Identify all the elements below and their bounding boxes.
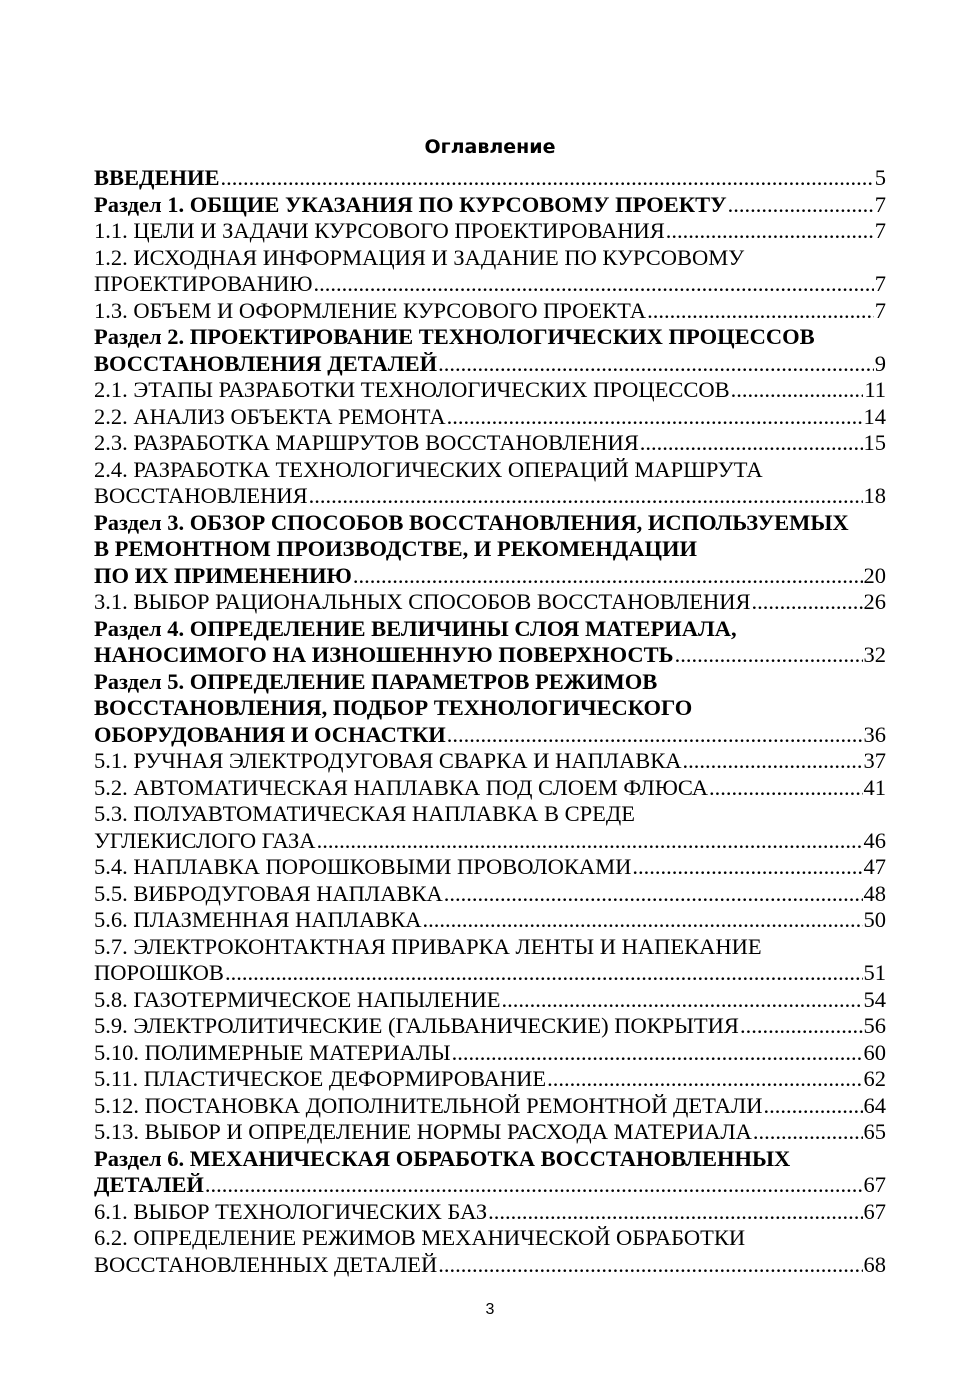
toc-entry-title-line: 5.9. ЭЛЕКТРОЛИТИЧЕСКИЕ (ГАЛЬВАНИЧЕСКИЕ) ПОКРЫТИЯ [94, 1013, 739, 1038]
toc-entry-page: 7 [874, 218, 886, 243]
toc-entry-title-line: 6.2. ОПРЕДЕЛЕНИЕ РЕЖИМОВ МЕХАНИЧЕСКОЙ ОБРАБОТКИ [94, 1225, 746, 1250]
toc-entry-last-line [94, 960, 886, 987]
dot-leader [764, 1093, 863, 1120]
toc-entry-title-line: 2.2. АНАЛИЗ ОБЪЕКТА РЕМОНТА [94, 403, 446, 429]
toc-section-entry[interactable] [94, 510, 886, 590]
dot-leader [488, 1199, 862, 1226]
toc-entry-page: 46 [863, 827, 886, 853]
toc-entry-title-line: 5.5. ВИБРОДУГОВАЯ НАПЛАВКА [94, 880, 443, 906]
toc-section-entry[interactable] [94, 616, 886, 669]
dot-leader [314, 271, 874, 298]
toc-entry-last-line [94, 1093, 886, 1120]
toc-entry-page: 54 [863, 986, 886, 1012]
toc-section-entry[interactable] [94, 165, 886, 192]
dot-leader [666, 218, 874, 245]
toc-entry-page: 48 [863, 880, 886, 906]
toc-entry-last-line [94, 1119, 886, 1146]
toc-entry-page: 5 [874, 165, 886, 190]
dot-leader [444, 881, 863, 908]
toc-section-entry[interactable] [94, 1146, 886, 1199]
toc-entry-last-line [94, 271, 886, 298]
toc-title: Оглавление [424, 136, 556, 158]
toc-subsection-entry[interactable] [94, 881, 886, 908]
dot-leader [547, 1066, 862, 1093]
toc-entry-last-line [94, 881, 886, 908]
toc-entry-title-line: ВОССТАНОВЛЕНИЯ ДЕТАЛЕЙ [94, 350, 438, 376]
toc-subsection-entry[interactable] [94, 1013, 886, 1040]
toc-entry-title-line: ВОССТАНОВЛЕННЫХ ДЕТАЛЕЙ [94, 1251, 438, 1277]
toc-entry-last-line [94, 987, 886, 1014]
toc-entry-title-line: Раздел 1. ОБЩИЕ УКАЗАНИЯ ПО КУРСОВОМУ ПРОЕКТУ [94, 191, 727, 217]
toc-entry-page: 14 [863, 403, 886, 429]
table-of-contents [94, 165, 886, 1278]
toc-entry-last-line [94, 483, 886, 510]
toc-entry-title-line: 5.6. ПЛАЗМЕННАЯ НАПЛАВКА [94, 907, 422, 932]
toc-subsection-entry[interactable] [94, 775, 886, 802]
toc-entry-page: 26 [863, 589, 886, 614]
toc-subsection-entry[interactable] [94, 377, 886, 404]
toc-entry-page: 11 [864, 377, 886, 402]
toc-entry-title-line: 1.3. ОБЪЕМ И ОФОРМЛЕНИЕ КУРСОВОГО ПРОЕКТА [94, 297, 647, 323]
dot-leader [740, 1013, 863, 1040]
toc-entry-last-line [94, 907, 886, 934]
toc-entry-title-line: 5.10. ПОЛИМЕРНЫЕ МАТЕРИАЛЫ [94, 1039, 451, 1065]
toc-entry-title-line: ОБОРУДОВАНИЯ И ОСНАСТКИ [94, 721, 446, 747]
toc-entry-last-line [94, 218, 886, 245]
toc-subsection-entry[interactable] [94, 404, 886, 431]
page-number: 3 [485, 1301, 495, 1318]
dot-leader [709, 775, 863, 802]
toc-entry-title-line: ВОССТАНОВЛЕНИЯ [94, 483, 308, 508]
toc-subsection-entry[interactable] [94, 1119, 886, 1146]
toc-entry-last-line [94, 854, 886, 881]
toc-entry-title-line: 5.3. ПОЛУАВТОМАТИЧЕСКАЯ НАПЛАВКА В СРЕДЕ [94, 801, 635, 826]
toc-entry-title-line: Раздел 6. МЕХАНИЧЕСКАЯ ОБРАБОТКА ВОССТАНОВЛЕННЫХ [94, 1145, 791, 1171]
toc-entry-page: 60 [863, 1039, 886, 1065]
toc-entry-page: 64 [863, 1092, 886, 1118]
dot-leader [751, 589, 862, 616]
toc-entry-title-line: 5.1. РУЧНАЯ ЭЛЕКТРОДУГОВАЯ СВАРКА И НАПЛАВКА [94, 748, 682, 773]
toc-subsection-entry[interactable] [94, 1066, 886, 1093]
toc-entry-title-line: ПОРОШКОВ [94, 960, 224, 985]
toc-subsection-entry[interactable] [94, 987, 886, 1014]
toc-section-entry[interactable] [94, 192, 886, 219]
toc-entry-page: 15 [863, 430, 886, 455]
toc-subsection-entry[interactable] [94, 907, 886, 934]
toc-entry-last-line [94, 563, 886, 590]
toc-entry-page: 18 [863, 483, 886, 508]
toc-subsection-entry[interactable] [94, 748, 886, 775]
toc-entry-last-line [94, 1252, 886, 1279]
dot-leader [225, 960, 863, 987]
toc-entry-last-line [94, 377, 886, 404]
toc-entry-title-line: Раздел 3. ОБЗОР СПОСОБОВ ВОССТАНОВЛЕНИЯ, ИСПОЛЬЗУЕМЫХ [94, 509, 849, 535]
dot-leader [309, 483, 863, 510]
toc-entry-last-line [94, 1013, 886, 1040]
toc-entry-page: 7 [874, 271, 886, 296]
dot-leader [353, 563, 863, 590]
toc-entry-title-line: В РЕМОНТНОМ ПРОИЗВОДСТВЕ, И РЕКОМЕНДАЦИИ [94, 536, 697, 561]
toc-entry-title-line: 5.13. ВЫБОР И ОПРЕДЕЛЕНИЕ НОРМЫ РАСХОДА МАТЕРИАЛА [94, 1119, 752, 1144]
dot-leader [438, 351, 874, 378]
toc-entry-title-line: 3.1. ВЫБОР РАЦИОНАЛЬНЫХ СПОСОБОВ ВОССТАНОВЛЕНИЯ [94, 589, 751, 614]
toc-entry-last-line [94, 165, 886, 192]
dot-leader [423, 907, 863, 934]
toc-entry-title-line: 6.1. ВЫБОР ТЕХНОЛОГИЧЕСКИХ БАЗ [94, 1198, 488, 1224]
toc-entry-last-line [94, 642, 886, 669]
toc-entry-title-line: ВВЕДЕНИЕ [94, 165, 220, 190]
toc-entry-last-line [94, 775, 886, 802]
toc-entry-title-line: Раздел 4. ОПРЕДЕЛЕНИЕ ВЕЛИЧИНЫ СЛОЯ МАТЕРИАЛА, [94, 615, 737, 641]
toc-entry-page: 62 [863, 1066, 886, 1091]
dot-leader [640, 430, 863, 457]
toc-subsection-entry[interactable] [94, 218, 886, 245]
toc-entry-title-line: 5.8. ГАЗОТЕРМИЧЕСКОЕ НАПЫЛЕНИЕ [94, 986, 501, 1012]
toc-entry-page: 51 [863, 960, 886, 985]
dot-leader [501, 987, 862, 1014]
toc-entry-title-line: ВОССТАНОВЛЕНИЯ, ПОДБОР ТЕХНОЛОГИЧЕСКОГО [94, 695, 693, 720]
toc-entry-title-line: 5.7. ЭЛЕКТРОКОНТАКТНАЯ ПРИВАРКА ЛЕНТЫ И НАПЕКАНИЕ [94, 933, 762, 959]
dot-leader [205, 1172, 863, 1199]
toc-subsection-entry[interactable] [94, 1093, 886, 1120]
dot-leader [438, 1252, 862, 1279]
toc-subsection-entry[interactable] [94, 934, 886, 987]
toc-entry-last-line [94, 1040, 886, 1067]
toc-subsection-entry[interactable] [94, 457, 886, 510]
dot-leader [447, 404, 863, 431]
dot-leader [647, 298, 874, 325]
toc-entry-last-line [94, 722, 886, 749]
dot-leader [728, 192, 874, 219]
toc-entry-title-line: Раздел 5. ОПРЕДЕЛЕНИЕ ПАРАМЕТРОВ РЕЖИМОВ [94, 668, 658, 694]
toc-subsection-entry[interactable] [94, 430, 886, 457]
toc-subsection-entry[interactable] [94, 298, 886, 325]
toc-entry-title-line: Раздел 2. ПРОЕКТИРОВАНИЕ ТЕХНОЛОГИЧЕСКИХ ПРОЦЕССОВ [94, 324, 815, 349]
toc-entry-title-line: 5.2. АВТОМАТИЧЕСКАЯ НАПЛАВКА ПОД СЛОЕМ ФЛЮСА [94, 774, 708, 800]
toc-entry-last-line [94, 1172, 886, 1199]
dot-leader [317, 828, 863, 855]
toc-entry-last-line [94, 192, 886, 219]
toc-entry-title-line: 5.11. ПЛАСТИЧЕСКОЕ ДЕФОРМИРОВАНИЕ [94, 1066, 547, 1091]
toc-entry-page: 67 [863, 1198, 886, 1224]
toc-entry-page: 37 [863, 748, 886, 773]
toc-entry-title-line: 1.1. ЦЕЛИ И ЗАДАЧИ КУРСОВОГО ПРОЕКТИРОВАНИЯ [94, 218, 665, 243]
dot-leader [221, 165, 874, 192]
toc-entry-title-line: ПРОЕКТИРОВАНИЮ [94, 271, 313, 296]
toc-entry-page: 67 [863, 1172, 886, 1197]
toc-entry-last-line [94, 298, 886, 325]
dot-leader [452, 1040, 863, 1067]
toc-subsection-entry[interactable] [94, 801, 886, 854]
toc-entry-page: 36 [863, 721, 886, 747]
toc-entry-page: 65 [863, 1119, 886, 1144]
toc-entry-title-line: 5.12. ПОСТАНОВКА ДОПОЛНИТЕЛЬНОЙ РЕМОНТНОЙ ДЕТАЛИ [94, 1092, 763, 1118]
toc-subsection-entry[interactable] [94, 1040, 886, 1067]
toc-entry-last-line [94, 351, 886, 378]
toc-entry-title-line: НАНОСИМОГО НА ИЗНОШЕННУЮ ПОВЕРХНОСТЬ [94, 642, 674, 667]
dot-leader [731, 377, 864, 404]
toc-entry-last-line [94, 430, 886, 457]
toc-entry-last-line [94, 404, 886, 431]
dot-leader [632, 854, 862, 881]
toc-section-entry[interactable] [94, 669, 886, 749]
toc-entry-title-line: 2.4. РАЗРАБОТКА ТЕХНОЛОГИЧЕСКИХ ОПЕРАЦИЙ МАРШРУТА [94, 456, 763, 482]
toc-subsection-entry[interactable] [94, 854, 886, 881]
toc-subsection-entry[interactable] [94, 589, 886, 616]
toc-subsection-entry[interactable] [94, 1225, 886, 1278]
toc-entry-title-line: 5.4. НАПЛАВКА ПОРОШКОВЫМИ ПРОВОЛОКАМИ [94, 854, 632, 879]
toc-entry-page: 56 [863, 1013, 886, 1038]
toc-entry-last-line [94, 748, 886, 775]
toc-entry-title-line: ДЕТАЛЕЙ [94, 1172, 204, 1197]
toc-entry-title-line: 1.2. ИСХОДНАЯ ИНФОРМАЦИЯ И ЗАДАНИЕ ПО КУРСОВОМУ [94, 244, 745, 270]
toc-entry-page: 47 [863, 854, 886, 879]
toc-entry-page: 20 [863, 562, 886, 588]
toc-entry-page: 7 [874, 297, 886, 323]
toc-entry-page: 68 [863, 1251, 886, 1277]
dot-leader [682, 748, 862, 775]
toc-entry-title-line: 2.1. ЭТАПЫ РАЗРАБОТКИ ТЕХНОЛОГИЧЕСКИХ ПРОЦЕССОВ [94, 377, 730, 402]
toc-entry-last-line [94, 1199, 886, 1226]
toc-entry-page: 9 [874, 350, 886, 376]
toc-subsection-entry[interactable] [94, 1199, 886, 1226]
toc-entry-title-line: 2.3. РАЗРАБОТКА МАРШРУТОВ ВОССТАНОВЛЕНИЯ [94, 430, 639, 455]
toc-entry-last-line [94, 1066, 886, 1093]
toc-entry-last-line [94, 589, 886, 616]
toc-entry-page: 41 [863, 774, 886, 800]
toc-section-entry[interactable] [94, 324, 886, 377]
toc-subsection-entry[interactable] [94, 245, 886, 298]
dot-leader [447, 722, 863, 749]
dot-leader [753, 1119, 863, 1146]
toc-entry-page: 32 [863, 642, 886, 667]
toc-entry-title-line: ПО ИХ ПРИМЕНЕНИЮ [94, 562, 352, 588]
toc-entry-page: 7 [874, 191, 886, 217]
toc-entry-title-line: УГЛЕКИСЛОГО ГАЗА [94, 827, 316, 853]
toc-entry-page: 50 [863, 907, 886, 932]
toc-entry-last-line [94, 828, 886, 855]
dot-leader [675, 642, 863, 669]
